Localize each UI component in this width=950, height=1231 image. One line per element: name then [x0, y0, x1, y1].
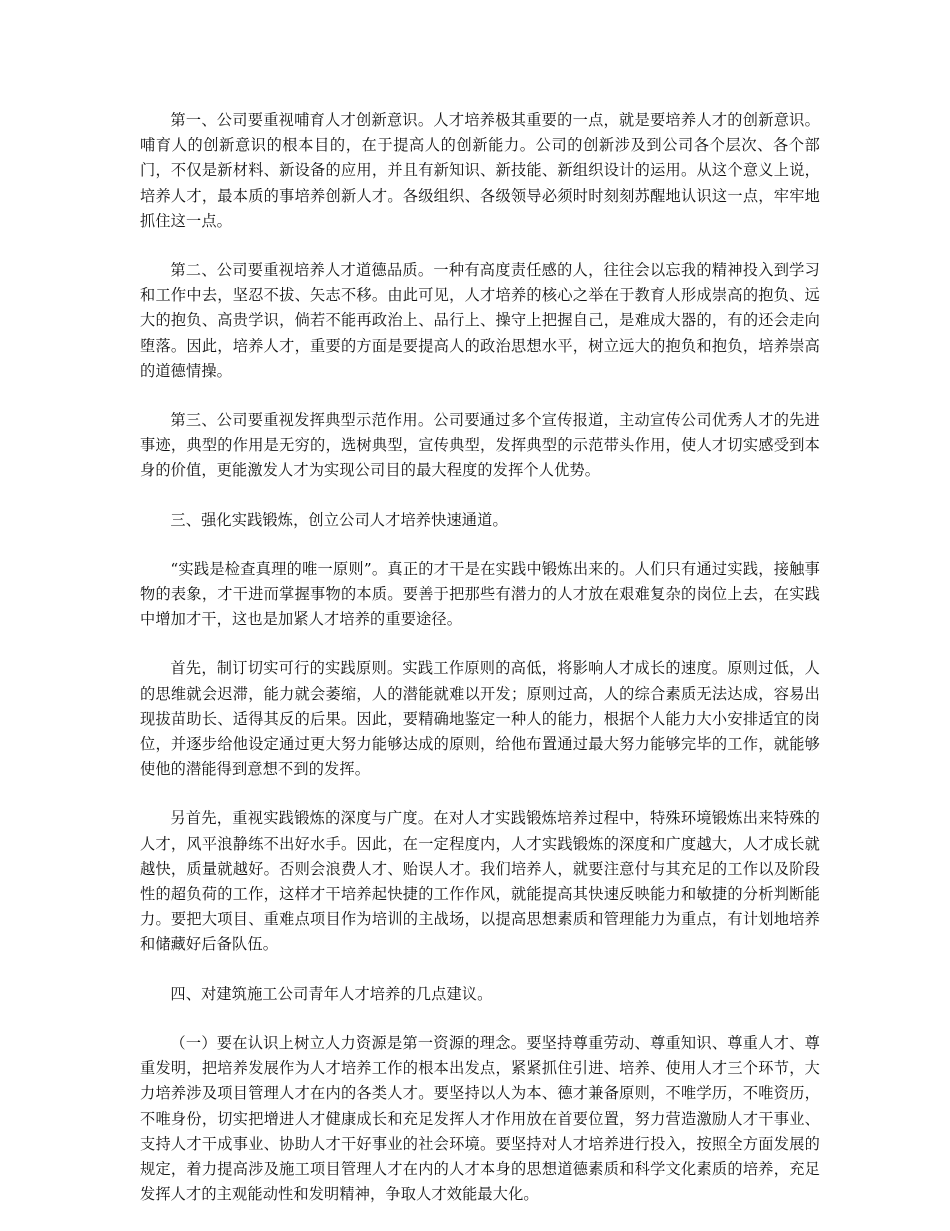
section-heading-practice: 三、强化实践锻炼，创立公司人才培养快速通道。 [170, 510, 508, 529]
document-body [140, 108, 820, 1231]
paragraph-innovation: 第一、公司要重视哺育人才创新意识。人才培养极其重要的一点，就是要培养人才的创新意识。哺育人的创新意识的根本目的，在于提高人的创新能力。公司的创新涉及到公司各个层次、各个部门，不仅是新材料、新设备的应用，并且有新知识、新技能、新组织设计的运用。从这个意义上说，培养人才，最本质的事培养创新人才。各级组织、各级领导必须时时刻刻苏醒地认识这一点，牢牢地抓住这一点。 [140, 111, 820, 230]
section-heading-suggestions: 四、对建筑施工公司青年人才培养的几点建议。 [170, 984, 493, 1003]
paragraph-practice-truth: “实践是检查真理的唯一原则”。真正的才干是在实践中锻炼出来的。人们只有通过实践，接触事物的表象，才干进而掌握事物的本质。要善于把那些有潜力的人才放在艰难复杂的岗位上去，在实践中增加才干，这也是加紧人才培养的重要途径。 [140, 559, 820, 629]
paragraph-morality: 第二、公司要重视培养人才道德品质。一种有高度责任感的人，往往会以忘我的精神投入到学习和工作中去，坚忍不拔、矢志不移。由此可见，人才培养的核心之举在于教育人形成崇高的抱负、远大的抱负、高贵学识，倘若不能再政治上、品行上、操守上把握自己，是难成大器的，有的还会走向堕落。因此，培养人才，重要的方面是要提高人的政治思想水平，树立远大的抱负和抱负，培养崇高的道德情操。 [140, 261, 820, 380]
paragraph-suggestion-one: （一）要在认识上树立人力资源是第一资源的理念。要坚持尊重劳动、尊重知识、尊重人才、尊重发明，把培养发展作为人才培养工作的根本出发点，紧紧抓住引进、培养、使用人才三个环节，大力培养涉及项目管理人才在内的各类人才。要坚持以人为本、德才兼备原则，不唯学历，不唯资历，不唯身份，切实把增进人才健康成长和充足发挥人才作用放在首要位置，努力营造激励人才干事业、支持人才干成事业、协助人才干好事业的社会环境。要坚持对人才培养进行投入，按照全方面发展的规定，着力提高涉及施工项目管理人才在内的人才本身的思想道德素质和科学文化素质的培养，充足发挥人才的主观能动性和发明精神，争取人才效能最大化。 [140, 1033, 820, 1204]
paragraph-role-model: 第三、公司要重视发挥典型示范作用。公司要通过多个宣传报道，主动宣传公司优秀人才的先进事迹，典型的作用是无穷的，选树典型，宣传典型，发挥典型的示范带头作用，使人才切实感受到本身的价值，更能激发人才为实现公司目的最大程度的发挥个人优势。 [140, 411, 820, 480]
paragraph-practice-depth: 另首先，重视实践锻炼的深度与广度。在对人才实践锻炼培养过程中，特殊环境锻炼出来特殊的人才，风平浪静练不出好水手。因此，在一定程度内，人才实践锻炼的深度和广度越大，人才成长就越快，质量就越好。否则会浪费人才、贻误人才。我们培养人，就要注意付与其充足的工作以及阶段性的超负荷的工作，这样才干培养起快捷的工作作风，就能提高其快速反映能力和敏捷的分析判断能力。要把大项目、重难点项目作为培训的主战场，以提高思想素质和管理能力为重点，有计划地培养和储藏好后备队伍。 [140, 809, 820, 954]
paragraph-practice-principles: 首先，制订切实可行的实践原则。实践工作原则的高低，将影响人才成长的速度。原则过低，人的思维就会迟滞，能力就会萎缩，人的潜能就难以开发；原则过高，人的综合素质无法达成，容易出现拔苗助长、适得其反的后果。因此，要精确地鉴定一种人的能力，根据个人能力大小安排适宜的岗位，并逐步给他设定通过更大努力能够达成的原则，给他布置通过最大努力能够完毕的工作，就能够使他的潜能得到意想不到的发挥。 [140, 659, 820, 779]
